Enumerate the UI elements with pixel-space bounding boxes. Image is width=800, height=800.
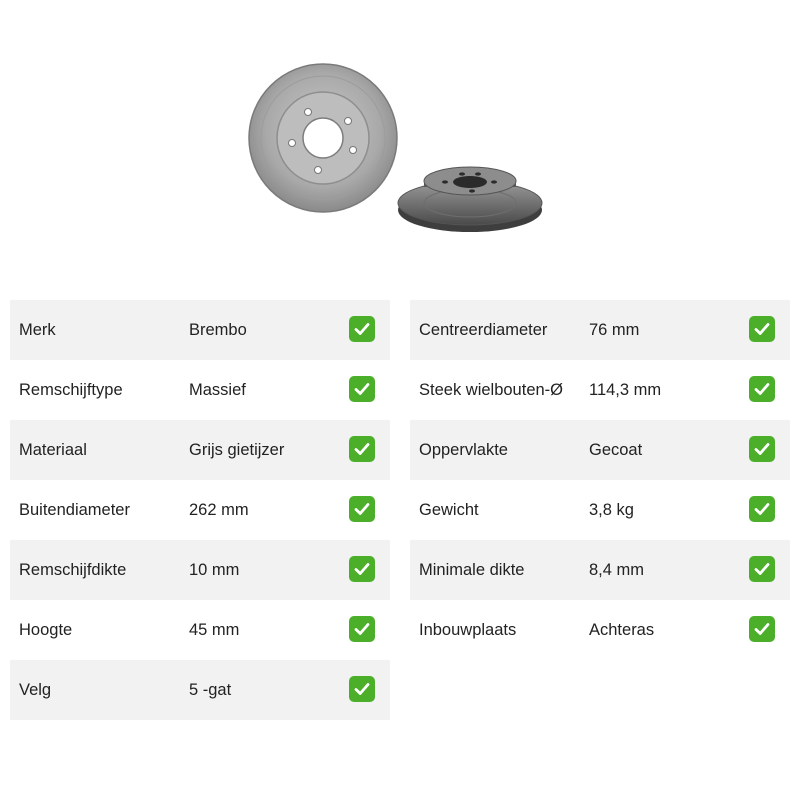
check-icon: [749, 316, 775, 342]
spec-label: Buitendiameter: [19, 500, 130, 519]
spec-row: [10, 360, 390, 420]
check-icon: [749, 616, 775, 642]
spec-row: [10, 480, 390, 540]
spec-row: [410, 540, 790, 600]
spec-row: [410, 420, 790, 480]
check-icon: [349, 436, 375, 462]
spec-value: 262 mm: [189, 500, 249, 519]
spec-row: [10, 420, 390, 480]
spec-value: 10 mm: [189, 560, 240, 579]
spec-value: Achteras: [589, 620, 655, 639]
spec-row: [410, 480, 790, 540]
spec-label: Steek wielbouten-Ø: [419, 380, 563, 399]
spec-value: 3,8 kg: [589, 500, 634, 519]
spec-value: Brembo: [189, 320, 247, 339]
spec-label: Remschijftype: [19, 380, 123, 399]
spec-table-left: [10, 300, 390, 720]
check-icon: [349, 616, 375, 642]
check-icon: [349, 556, 375, 582]
spec-value: Gecoat: [589, 440, 643, 459]
spec-row: [10, 300, 390, 360]
brake-disc-image: [240, 55, 560, 245]
spec-label: Velg: [19, 680, 52, 699]
spec-label: Hoogte: [19, 620, 73, 639]
check-icon: [349, 676, 375, 702]
spec-row: [10, 540, 390, 600]
spec-row: [410, 600, 790, 660]
spec-label: Oppervlakte: [419, 440, 508, 459]
check-icon: [749, 436, 775, 462]
check-icon: [349, 376, 375, 402]
spec-label: Inbouwplaats: [419, 620, 517, 639]
check-icon: [749, 556, 775, 582]
spec-value: 5 -gat: [189, 680, 232, 699]
check-icon: [349, 316, 375, 342]
spec-label: Gewicht: [419, 500, 479, 519]
check-icon: [749, 496, 775, 522]
spec-value: 114,3 mm: [589, 380, 662, 399]
spec-row: [410, 360, 790, 420]
spec-label: Minimale dikte: [419, 560, 525, 579]
spec-table-right: [410, 300, 790, 660]
spec-value: Massief: [189, 380, 246, 399]
spec-value: Grijs gietijzer: [189, 440, 285, 459]
spec-label: Centreerdiameter: [419, 320, 548, 339]
spec-value: 76 mm: [589, 320, 640, 339]
check-icon: [349, 496, 375, 522]
product-image: [0, 0, 800, 290]
spec-label: Materiaal: [19, 440, 87, 459]
spec-label: Merk: [19, 320, 56, 339]
check-icon: [749, 376, 775, 402]
spec-value: 45 mm: [189, 620, 240, 639]
spec-row: [10, 600, 390, 660]
spec-row: [410, 300, 790, 360]
spec-row: [10, 660, 390, 720]
spec-value: 8,4 mm: [589, 560, 645, 579]
spec-label: Remschijfdikte: [19, 560, 127, 579]
